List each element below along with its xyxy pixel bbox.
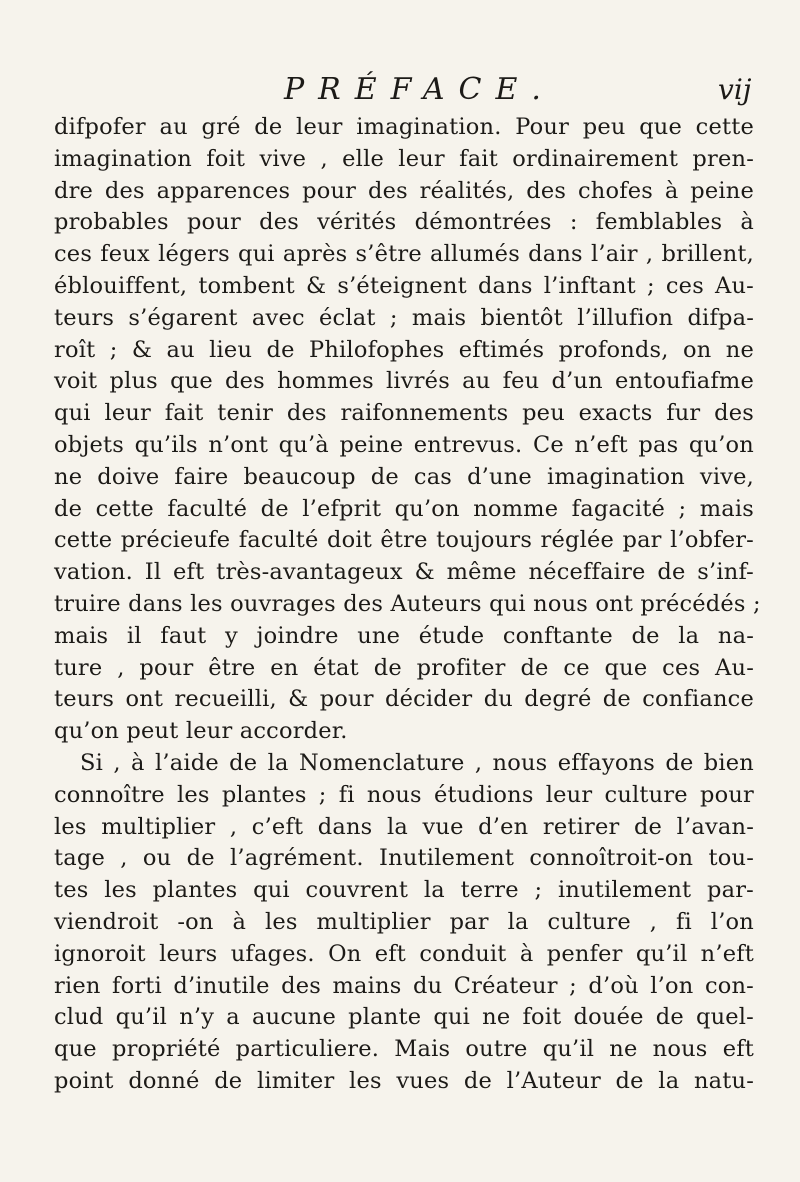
text-line: truire dans les ouvrages des Auteurs qui nous ont précédés ;: [54, 590, 761, 617]
text-line: imagination foit vive , elle leur fait ordinairement pren-: [54, 145, 754, 172]
running-title: PRÉFACE.: [284, 72, 555, 107]
text-line: de cette faculté de l’efprit qu’on nomme fagacité ; mais: [54, 495, 754, 522]
text-line: rien forti d’inutile des mains du Créateur ; d’où l’on con-: [54, 972, 754, 999]
text-line: vation. Il eft très-avantageux & même néceffaire de s’inf-: [54, 559, 754, 586]
text-line: ne doive faire beaucoup de cas d’une imagination vive,: [54, 463, 754, 490]
text-line: éblouiffent, tombent & s’éteignent dans l’inftant ; ces Au-: [54, 272, 754, 299]
text-line: mais il faut y joindre une étude conftante de la na-: [54, 622, 754, 649]
text-line: voit plus que des hommes livrés au feu d’un entoufiafme: [54, 368, 754, 395]
text-line: qu’on peut leur accorder.: [54, 718, 348, 745]
text-line: teurs s’égarent avec éclat ; mais bientôt l’illufion difpa-: [54, 304, 754, 331]
text-line: objets qu’ils n’ont qu’à peine entrevus. Ce n’eft pas qu’on: [54, 431, 754, 458]
text-line: teurs ont recueilli, & pour décider du degré de confiance: [54, 686, 754, 713]
text-line: difpofer au gré de leur imagination. Pour peu que cette: [54, 114, 754, 140]
text-line: que propriété particuliere. Mais outre qu’il ne nous eft: [54, 1036, 754, 1063]
text-line: probables pour des vérités démontrées : femblables à: [54, 209, 754, 236]
body-text: [54, 112, 761, 1098]
text-line: viendroit -on à les multiplier par la culture , fi l’on: [54, 908, 754, 935]
text-line: tes les plantes qui couvrent la terre ; inutilement par-: [54, 877, 754, 904]
text-line: cette précieufe faculté doit être toujours réglée par l’obfer-: [54, 527, 754, 554]
text-line: tage , ou de l’agrément. Inutilement connoîtroit-on tou-: [54, 845, 754, 872]
text-line: dre des apparences pour des réalités, des chofes à peine: [54, 177, 754, 204]
text-line: clud qu’il n’y a aucune plante qui ne foit douée de quel-: [54, 1004, 754, 1031]
text-line: ces feux légers qui après s’être allumés dans l’air , brillent,: [54, 241, 754, 268]
paragraph-start-line: Si , à l’aide de la Nomenclature , nous effayons de bien: [80, 749, 754, 776]
text-line: connoître les plantes ; fi nous étudions leur culture pour: [54, 781, 754, 808]
text-line: les multiplier , c’eft dans la vue d’en retirer de l’avan-: [54, 813, 754, 840]
text-line: point donné de limiter les vues de l’Auteur de la natu-: [54, 1067, 754, 1094]
text-line: ture , pour être en état de profiter de ce que ces Au-: [54, 654, 754, 681]
text-line: ignoroit leurs ufages. On eft conduit à penfer qu’il n’eft: [54, 940, 754, 967]
text-line: qui leur fait tenir des raifonnements peu exacts fur des: [54, 400, 754, 427]
text-line: roît ; & au lieu de Philofophes eftimés profonds, on ne: [54, 336, 754, 363]
running-head: [0, 70, 800, 110]
page-number: vij: [718, 73, 752, 106]
